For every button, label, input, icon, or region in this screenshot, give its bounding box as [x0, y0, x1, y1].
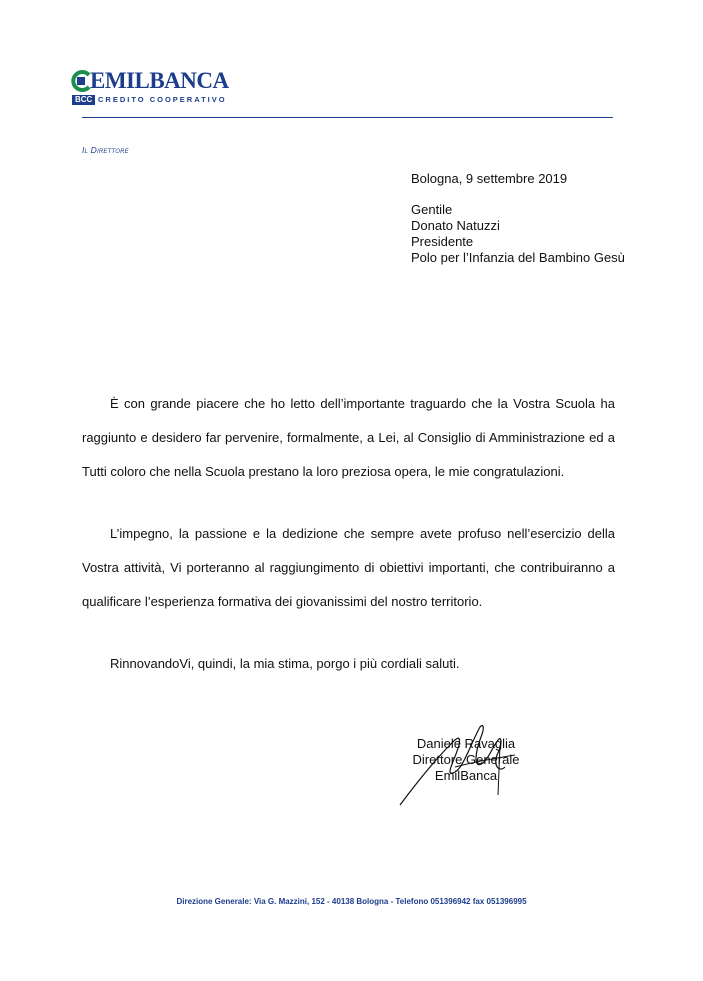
footer-address: Direzione Generale: Via G. Mazzini, 152 - 40138 Bologna - Telefono 051396942 fax 051396995 — [176, 897, 527, 906]
logo-tagline: CREDITO COOPERATIVO — [98, 95, 227, 104]
recipient-organization: Polo per l’Infanzia del Bambino Gesù — [411, 250, 625, 265]
logo-name: EMILBANCA — [90, 68, 229, 93]
letter-date: Bologna, 9 settembre 2019 — [411, 171, 568, 186]
signer-title: Direttore Generale EmilBanca — [412, 752, 520, 783]
body-paragraph-3: RinnovandoVi, quindi, la mia stima, porgo i più cordiali saluti. — [110, 656, 460, 671]
emilbanca-logo — [70, 70, 250, 106]
recipient-block — [411, 202, 625, 266]
recipient-name: Donato Natuzzi — [411, 218, 500, 233]
header-divider — [82, 117, 613, 118]
signer-name: Daniele Ravaglia — [416, 736, 516, 751]
recipient-salutation: Gentile — [411, 202, 453, 217]
body-paragraph-2: L’impegno, la passione e la dedizione che sempre avete profuso nell’esercizio della Vostra attività, Vi porteranno al raggiungimento di obiettivi importanti, che contribuiranno a qualificare l’esperienza formativa dei giovanissimi del nostro territorio. — [82, 526, 615, 609]
sender-role: Il Direttore — [82, 145, 129, 155]
logo-mark-icon — [70, 70, 92, 92]
recipient-title: Presidente — [411, 234, 474, 249]
handwritten-signature — [395, 715, 525, 810]
logo-badge: BCC — [72, 95, 95, 105]
body-paragraph-1: È con grande piacere che ho letto dell’importante traguardo che la Vostra Scuola ha raggiunto e desidero far pervenire, formalmente, a Lei, al Consiglio di Amministrazione ed a Tutti coloro che nella Scuola prestano la loro preziosa opera, le mie congratulazioni. — [82, 396, 615, 479]
